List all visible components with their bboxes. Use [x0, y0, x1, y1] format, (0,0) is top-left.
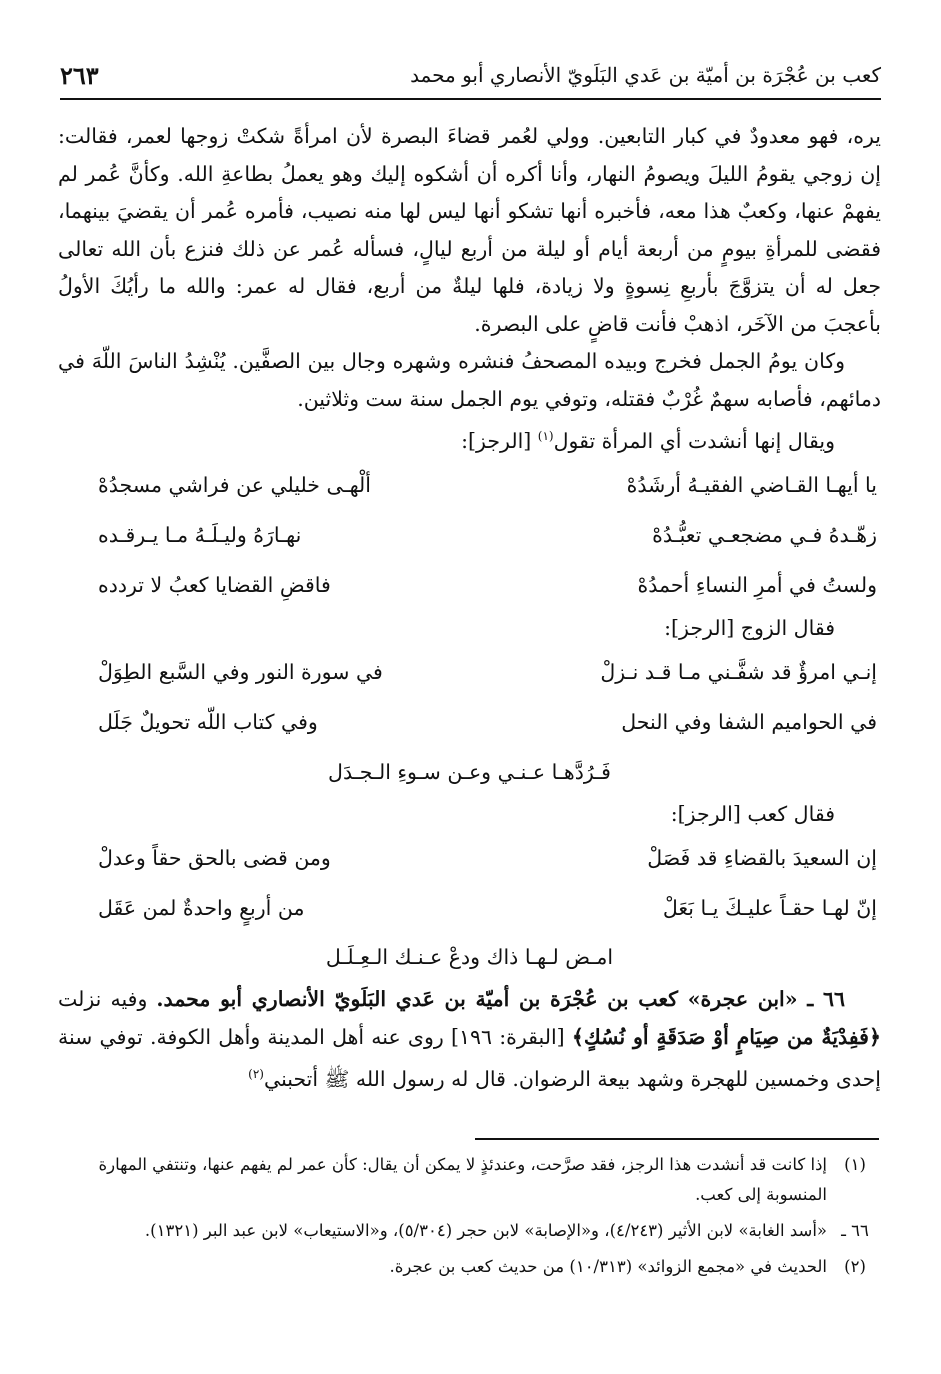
quran-reference: [البقرة: ١٩٦] [443, 1024, 572, 1049]
biography-entry-66 [58, 981, 881, 1098]
verse-first-hemistich: إن السعيدَ بالقضاءِ قد فَصَلْ [647, 845, 877, 870]
running-header [60, 52, 881, 100]
verse-center-line: فَـرُدَّهـا عـنـي وعـن سـوءِ الـجـدَل [328, 759, 611, 784]
verse-second-hemistich: فاقضِ القضايا كعبُ لا تردده [98, 572, 331, 597]
page-number: ٢٦٣ [60, 60, 99, 90]
verse-line [58, 698, 881, 748]
verse-line [58, 648, 881, 698]
poem-woman [58, 460, 881, 610]
page-body [58, 118, 881, 1099]
running-title: كعب بن عُجْرَة بن أميّة بن عَدي البَلَويّ الأنصاري أبو محمد [410, 63, 881, 87]
footnote [58, 1252, 883, 1282]
poem-meter-label: [الرجز]: [461, 428, 538, 453]
poem-intro-husband: فقال الزوج [الرجز]: [664, 616, 835, 641]
footnote-text: الحديث في «مجمع الزوائد» (١٠/٣١٣) من حديث كعب بن عجرة. [389, 1257, 827, 1276]
footnote-text: «أسد الغابة» لابن الأثير (٤/٢٤٣)، و«الإصابة» لابن حجر (٥/٣٠٤)، و«الاستيعاب» لابن عبد البر (١٣٢١). [144, 1221, 827, 1240]
entry-text: روى عنه أهل المدينة وأهل الكوفة. توفي سنة إحدى وخمسين للهجرة وشهد بيعة الرضوان. قال له رسول الله ﷺ أتحبني [58, 1024, 881, 1092]
verse-first-hemistich: إنّ لهـا حقـاً عليـكَ يـا بَعَلْ [662, 895, 877, 920]
poem-kaab [58, 833, 881, 981]
verse-first-hemistich: في الحواميم الشفا وفي النحل [621, 710, 877, 735]
footnote-separator [475, 1138, 879, 1140]
entry-intro: وفيه نزلت [58, 987, 157, 1012]
verse-first-hemistich: إنـي امرؤٌ قد شفَّـني مـا قـد نـزلْ [600, 660, 877, 685]
verse-first-hemistich: ولستُ في أمرِ النساءِ أحمدُهْ [637, 572, 877, 597]
verse-first-hemistich: يا أيهـا القـاضي الفقيـهُ أرشَدُهْ [626, 472, 877, 497]
verse-line [58, 460, 881, 510]
verse-second-hemistich: في سورة النور وفي السَّبع الطِوَلْ [98, 660, 383, 685]
entry-title: ٦٦ ـ «ابن عجرة» كعب بن عُجْرَة بن أميّة بن عَدي البَلَويّ الأنصاري أبو محمد. [156, 987, 845, 1012]
paragraph-qadi-story: يره، فهو معدودٌ في كبار التابعين. وولي لعُمر قضاءَ البصرة لأن امرأةً شكتْ زوجها لعمر، فقالت: إن زوجي يقومُ الليلَ ويصومُ النهار، وأنا أكره أن أشكوه إليك وهو يعملُ بطاعةِ الله. وكأنَّ عُمر لم يفهمْ عنها، وكعبٌ هذا معه، فأخبره أنها تشكو أنها ليس لها منه نصيب، فأمره عُمر أن يقضيَ بينهما، فقضى للمرأةِ بيومٍ من أربعة أيام أو ليلة من أربع ليالٍ، فسأله عُمر عن ذلك فنزع بأن الله تعالى جعل له أن يتزوَّجَ بأربعِ نِسوةٍ ولا زيادة، فلها ليلةٌ من أربع، فقال له عمر: والله ما رأيُكَ الأولُ بأعجبَ من الآخَر، اذهبْ فأنت قاضٍ على البصرة. [58, 124, 881, 336]
verse-line [58, 510, 881, 560]
verse-second-hemistich: من أربعٍ واحدةٌ لمن عَقَل [98, 895, 305, 920]
footnote-mark: (٢) [844, 1257, 866, 1276]
footnote-mark: (١) [844, 1155, 866, 1174]
footnote-ref-2: (٢) [248, 1067, 264, 1082]
footnotes [58, 1150, 883, 1288]
verse-second-hemistich: ومن قضى بالحق حقاً وعدلْ [98, 845, 331, 870]
poem-intro-text: ويقال إنها أنشدت أي المرأة تقول [553, 428, 835, 453]
verse-line [58, 833, 881, 883]
poem-husband [58, 648, 881, 796]
footnote-mark: ٦٦ ـ [841, 1221, 869, 1240]
verse-line [58, 883, 881, 933]
poem-intro-woman [58, 418, 881, 460]
footnote-text: إذا كانت قد أنشدت هذا الرجز، فقد صرَّحت، وعندئذٍ لا يمكن أن يقال: كأن عمر لم يفهم عنها، وتنتفي المهارة المنسوبة إلى كعب. [98, 1155, 827, 1204]
footnote [58, 1216, 883, 1246]
verse-second-hemistich: وفي كتاب اللّه تحويلٌ جَلَل [98, 710, 318, 735]
verse-center-line: امـض لـهـا ذاك ودعْ عـنـك الـعِـلَـل [325, 945, 614, 970]
verse-line [58, 560, 881, 610]
paragraph-jamal-day: وكان يومُ الجمل فخرج وبيده المصحفُ فنشره وشهره وجال بين الصفَّين. يُنْشِدُ الناسَ اللّهَ في دمائهم، فأصابه سهمٌ غُرْبٌ فقتله، وتوفي يوم الجمل سنة ست وثلاثين. [58, 349, 881, 411]
poem-intro-kaab: فقال كعب [الرجز]: [670, 801, 835, 826]
verse-second-hemistich: ألْهـى خليلي عن فراشي مسجدُهْ [98, 472, 371, 497]
quran-quote: ﴿فَفِدْيَةٌ من صِيَامٍ أوْ صَدَقَةٍ أو نُسُكٍ﴾ [571, 1024, 881, 1049]
footnote-ref-1: (١) [537, 429, 554, 443]
verse-first-hemistich: زهّـدهُ فـي مضجعـي تعبُّـدُهْ [652, 522, 877, 547]
verse-second-hemistich: نهـارَهُ وليـلَـهُ مـا يـرقـده [98, 522, 302, 547]
footnote [58, 1150, 883, 1210]
